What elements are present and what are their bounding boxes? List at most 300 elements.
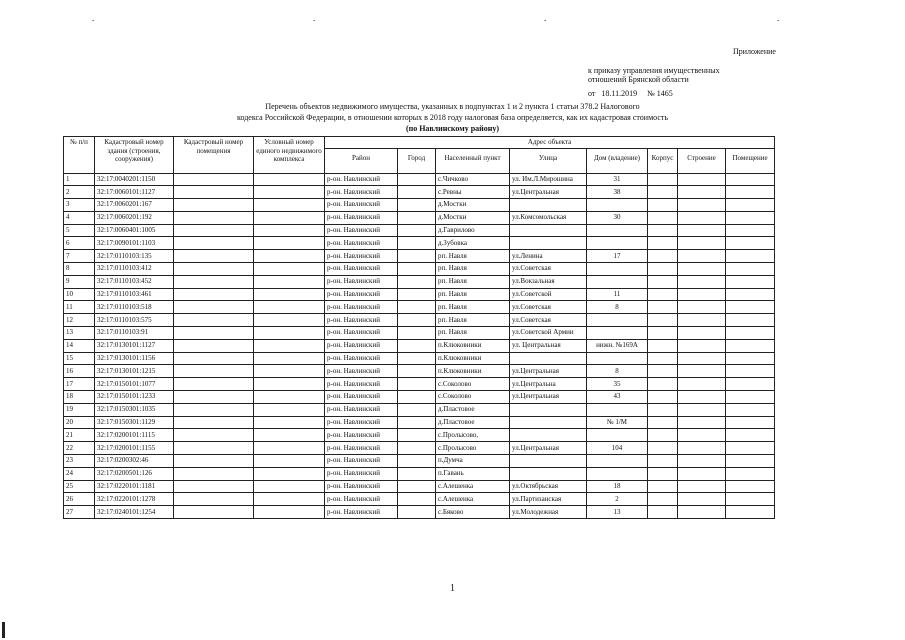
cell-city: [398, 442, 436, 455]
cell-cad-premises: [174, 493, 254, 506]
cell-corpus: [648, 365, 678, 378]
cell-settlement: рп. Навля: [436, 275, 510, 288]
header-premises: Помещение: [726, 148, 775, 173]
cell-building: [678, 301, 726, 314]
appendix-order-line2: отношений Брянской области: [588, 75, 689, 84]
cell-settlement: с.Алешенка: [436, 493, 510, 506]
cell-city: [398, 403, 436, 416]
cell-premises: [726, 275, 775, 288]
cell-premises: [726, 288, 775, 301]
cell-premises: [726, 339, 775, 352]
header-address: Адрес объекта: [325, 137, 775, 149]
cell-house: [587, 224, 648, 237]
cell-building: [678, 391, 726, 404]
cell-building: [678, 314, 726, 327]
cell-street: ул.Октябрьская: [510, 480, 587, 493]
cell-street: ул.Партизанская: [510, 493, 587, 506]
cell-street: [510, 224, 587, 237]
cell-district: р-он. Навлинский: [325, 467, 398, 480]
cell-cad-premises: [174, 186, 254, 199]
cell-cad-premises: [174, 339, 254, 352]
cell-num: 22: [64, 442, 95, 455]
cell-house: 11: [587, 288, 648, 301]
cell-num: 5: [64, 224, 95, 237]
header-cad-premises: Кадастровый номер помещения: [174, 137, 254, 174]
cell-district: р-он. Навлинский: [325, 416, 398, 429]
cell-house: [587, 455, 648, 468]
header-house: Дом (владение): [587, 148, 648, 173]
cell-cad-premises: [174, 403, 254, 416]
cell-district: р-он. Навлинский: [325, 275, 398, 288]
cell-house: 13: [587, 506, 648, 519]
table-row: [64, 365, 775, 378]
cell-house: 2: [587, 493, 648, 506]
cell-premises: [726, 480, 775, 493]
cell-num: 8: [64, 263, 95, 276]
cell-house: [587, 403, 648, 416]
table-row: [64, 378, 775, 391]
cell-building: [678, 250, 726, 263]
cell-building: [678, 275, 726, 288]
cell-house: [587, 275, 648, 288]
scan-mark: .: [544, 13, 547, 23]
cell-city: [398, 314, 436, 327]
cell-building: [678, 416, 726, 429]
cell-corpus: [648, 493, 678, 506]
cell-settlement: п.Гавань: [436, 467, 510, 480]
cell-cad-building: 32:17:0130101:1215: [95, 365, 174, 378]
table-row: [64, 250, 775, 263]
cell-cond-number: [254, 391, 325, 404]
cell-cad-building: 32:17:0060201:167: [95, 199, 174, 212]
cell-premises: [726, 327, 775, 340]
cell-cad-premises: [174, 391, 254, 404]
cell-premises: [726, 403, 775, 416]
cell-corpus: [648, 211, 678, 224]
cell-street: ул.Ленина: [510, 250, 587, 263]
cell-cond-number: [254, 250, 325, 263]
cell-city: [398, 327, 436, 340]
appendix-order-line1: к приказу управления имущественных: [588, 66, 720, 75]
cell-settlement: с.Бяково: [436, 506, 510, 519]
cell-cad-premises: [174, 301, 254, 314]
cell-corpus: [648, 199, 678, 212]
cell-city: [398, 339, 436, 352]
cell-cond-number: [254, 237, 325, 250]
cell-building: [678, 352, 726, 365]
cell-cad-premises: [174, 365, 254, 378]
table-row: [64, 301, 775, 314]
cell-cad-premises: [174, 455, 254, 468]
cell-cond-number: [254, 288, 325, 301]
cell-cond-number: [254, 416, 325, 429]
cell-district: р-он. Навлинский: [325, 263, 398, 276]
cell-cond-number: [254, 339, 325, 352]
cell-num: 21: [64, 429, 95, 442]
cell-settlement: п.Клюковники: [436, 365, 510, 378]
cell-settlement: рп. Навля: [436, 314, 510, 327]
cell-building: [678, 403, 726, 416]
cell-building: [678, 237, 726, 250]
cell-building: [678, 224, 726, 237]
cell-city: [398, 455, 436, 468]
cell-cad-premises: [174, 199, 254, 212]
cell-settlement: д.Пластовое: [436, 416, 510, 429]
cell-settlement: с.Ревны: [436, 186, 510, 199]
cell-premises: [726, 301, 775, 314]
cell-street: [510, 429, 587, 442]
cell-num: 13: [64, 327, 95, 340]
cell-settlement: д.Пластовое: [436, 403, 510, 416]
cell-cond-number: [254, 173, 325, 186]
cell-num: 2: [64, 186, 95, 199]
cell-num: 23: [64, 455, 95, 468]
cell-cad-premises: [174, 480, 254, 493]
document-title-line1: Перечень объектов недвижимого имущества, указанных в подпунктах 1 и 2 пункта 1 статьи 378.2 Налогового: [265, 102, 640, 111]
cell-building: [678, 173, 726, 186]
document-title-line2: кодекса Российской Федерации, в отношении которых в 2018 году налоговая база определяется, как их кадастровая стоимость: [236, 113, 669, 122]
cell-settlement: с.Пролысово: [436, 442, 510, 455]
cell-city: [398, 352, 436, 365]
cell-city: [398, 237, 436, 250]
cell-cond-number: [254, 429, 325, 442]
table-row: [64, 275, 775, 288]
cell-premises: [726, 199, 775, 212]
cell-cad-building: 32:17:0040201:1150: [95, 173, 174, 186]
cell-cad-premises: [174, 467, 254, 480]
table-row: [64, 224, 775, 237]
cell-num: 11: [64, 301, 95, 314]
cell-premises: [726, 250, 775, 263]
cell-city: [398, 186, 436, 199]
cell-city: [398, 493, 436, 506]
cell-city: [398, 211, 436, 224]
cell-district: р-он. Навлинский: [325, 493, 398, 506]
cell-cond-number: [254, 352, 325, 365]
cell-district: р-он. Навлинский: [325, 186, 398, 199]
scan-mark: .: [92, 13, 95, 23]
cell-corpus: [648, 224, 678, 237]
cell-house: 17: [587, 250, 648, 263]
cell-street: ул.Молодежная: [510, 506, 587, 519]
cell-building: [678, 288, 726, 301]
cell-settlement: рп. Навля: [436, 263, 510, 276]
header-street: Улица: [510, 148, 587, 173]
table-row: [64, 467, 775, 480]
header-settlement: Населенный пункт: [436, 148, 510, 173]
header-building: Строение: [678, 148, 726, 173]
cell-corpus: [648, 467, 678, 480]
cell-settlement: д.Гаврилово: [436, 224, 510, 237]
cell-building: [678, 467, 726, 480]
cell-district: р-он. Навлинский: [325, 173, 398, 186]
appendix-label: Приложение: [733, 47, 776, 56]
cell-settlement: д.Мостки: [436, 211, 510, 224]
cell-building: [678, 263, 726, 276]
table-row: [64, 391, 775, 404]
cell-num: 15: [64, 352, 95, 365]
header-corpus: Корпус: [648, 148, 678, 173]
cell-cond-number: [254, 211, 325, 224]
cell-city: [398, 429, 436, 442]
cell-settlement: с.Чичково: [436, 173, 510, 186]
cell-cad-building: 32:17:0220101:1181: [95, 480, 174, 493]
table-row: [64, 480, 775, 493]
table-row: [64, 416, 775, 429]
cell-corpus: [648, 314, 678, 327]
cell-cad-premises: [174, 237, 254, 250]
cell-city: [398, 250, 436, 263]
cell-cond-number: [254, 327, 325, 340]
cell-num: 20: [64, 416, 95, 429]
cell-house: [587, 314, 648, 327]
cell-num: 14: [64, 339, 95, 352]
header-num: № п/п: [64, 137, 95, 174]
table-row: [64, 493, 775, 506]
table-row: [64, 455, 775, 468]
cell-street: ул.Центральна: [510, 378, 587, 391]
cell-corpus: [648, 237, 678, 250]
cell-street: ул.Центральная: [510, 186, 587, 199]
cell-district: р-он. Навлинский: [325, 378, 398, 391]
cell-premises: [726, 224, 775, 237]
table-row: [64, 327, 775, 340]
cell-house: [587, 352, 648, 365]
cell-city: [398, 173, 436, 186]
cell-num: 27: [64, 506, 95, 519]
cell-street: ул.Советской: [510, 288, 587, 301]
cell-cond-number: [254, 365, 325, 378]
cell-street: ул.Советская: [510, 314, 587, 327]
cell-corpus: [648, 352, 678, 365]
cell-street: [510, 237, 587, 250]
cell-premises: [726, 455, 775, 468]
cell-cond-number: [254, 442, 325, 455]
cell-cond-number: [254, 467, 325, 480]
cell-premises: [726, 416, 775, 429]
cell-building: [678, 493, 726, 506]
cell-cad-premises: [174, 352, 254, 365]
cell-cad-building: 32:17:0110103:91: [95, 327, 174, 340]
scan-mark: .: [777, 13, 780, 23]
cell-num: 26: [64, 493, 95, 506]
cell-settlement: рп. Навля: [436, 250, 510, 263]
cell-cond-number: [254, 455, 325, 468]
cell-cond-number: [254, 186, 325, 199]
table-row: [64, 339, 775, 352]
cell-cad-building: 32:17:0130101:1156: [95, 352, 174, 365]
cell-building: [678, 327, 726, 340]
header-cad-building: Кадастровый номер здания (строения, сооружения): [95, 137, 174, 174]
table-row: [64, 352, 775, 365]
table-row: [64, 429, 775, 442]
cell-premises: [726, 378, 775, 391]
cell-cad-building: 32:17:0110103:461: [95, 288, 174, 301]
cell-corpus: [648, 506, 678, 519]
cell-settlement: д.Зубовка: [436, 237, 510, 250]
cell-settlement: д.Мостки: [436, 199, 510, 212]
cell-cond-number: [254, 378, 325, 391]
property-table: [63, 136, 775, 519]
cell-num: 6: [64, 237, 95, 250]
cell-street: [510, 455, 587, 468]
cell-house: 104: [587, 442, 648, 455]
cell-district: р-он. Навлинский: [325, 211, 398, 224]
cell-street: ул.Вокзальная: [510, 275, 587, 288]
cell-house: [587, 199, 648, 212]
cell-street: [510, 467, 587, 480]
cell-cad-premises: [174, 416, 254, 429]
cell-corpus: [648, 339, 678, 352]
cell-settlement: с.Пролысово,: [436, 429, 510, 442]
cell-street: ул.Центральная: [510, 442, 587, 455]
cell-cad-building: 32:17:0220101:1278: [95, 493, 174, 506]
cell-premises: [726, 365, 775, 378]
cell-building: [678, 365, 726, 378]
cell-cad-building: 32:17:0130101:1127: [95, 339, 174, 352]
cell-house: 35: [587, 378, 648, 391]
cell-num: 9: [64, 275, 95, 288]
cell-premises: [726, 263, 775, 276]
appendix-date-number: от 18.11.2019 № 1465: [588, 89, 673, 98]
cell-city: [398, 275, 436, 288]
cell-corpus: [648, 429, 678, 442]
cell-num: 24: [64, 467, 95, 480]
cell-district: р-он. Навлинский: [325, 352, 398, 365]
cell-building: [678, 506, 726, 519]
cell-house: 31: [587, 173, 648, 186]
cell-cond-number: [254, 480, 325, 493]
cell-cad-premises: [174, 506, 254, 519]
cell-district: р-он. Навлинский: [325, 506, 398, 519]
cell-house: 30: [587, 211, 648, 224]
cell-corpus: [648, 327, 678, 340]
cell-corpus: [648, 455, 678, 468]
scan-edge-mark: [2, 622, 5, 638]
cell-premises: [726, 186, 775, 199]
cell-cad-building: 32:17:0200302:46: [95, 455, 174, 468]
cell-street: ул.Советской Армии: [510, 327, 587, 340]
cell-num: 19: [64, 403, 95, 416]
cell-district: р-он. Навлинский: [325, 429, 398, 442]
cell-premises: [726, 467, 775, 480]
cell-house: [587, 327, 648, 340]
cell-cad-premises: [174, 224, 254, 237]
cell-num: 18: [64, 391, 95, 404]
cell-premises: [726, 442, 775, 455]
cell-num: 4: [64, 211, 95, 224]
cell-cad-building: 32:17:0200101:1115: [95, 429, 174, 442]
cell-street: [510, 416, 587, 429]
cell-cad-building: 32:17:0060401:1005: [95, 224, 174, 237]
cell-cad-premises: [174, 314, 254, 327]
cell-district: р-он. Навлинский: [325, 327, 398, 340]
cell-corpus: [648, 288, 678, 301]
cell-street: ул. Центральная: [510, 339, 587, 352]
cell-cad-building: 32:17:0110103:518: [95, 301, 174, 314]
cell-cad-premises: [174, 378, 254, 391]
header-city: Город: [398, 148, 436, 173]
cell-city: [398, 224, 436, 237]
cell-district: р-он. Навлинский: [325, 314, 398, 327]
cell-district: р-он. Навлинский: [325, 391, 398, 404]
cell-corpus: [648, 173, 678, 186]
scan-mark: .: [313, 13, 316, 23]
table-row: [64, 199, 775, 212]
cell-city: [398, 391, 436, 404]
cell-street: ул.Советская: [510, 263, 587, 276]
cell-corpus: [648, 186, 678, 199]
cell-district: р-он. Навлинский: [325, 224, 398, 237]
cell-house: № 1/М: [587, 416, 648, 429]
cell-district: р-он. Навлинский: [325, 237, 398, 250]
cell-corpus: [648, 250, 678, 263]
cell-premises: [726, 391, 775, 404]
cell-settlement: п.Думча: [436, 455, 510, 468]
cell-cad-building: 32:17:0150301:1035: [95, 403, 174, 416]
table-row: [64, 237, 775, 250]
cell-cond-number: [254, 224, 325, 237]
cell-building: [678, 186, 726, 199]
cell-house: 18: [587, 480, 648, 493]
page-number: 1: [450, 583, 455, 594]
cell-cad-building: 32:17:0110103:135: [95, 250, 174, 263]
cell-street: ул.Центральная: [510, 391, 587, 404]
cell-num: 16: [64, 365, 95, 378]
cell-cad-premises: [174, 442, 254, 455]
cell-corpus: [648, 403, 678, 416]
cell-cond-number: [254, 314, 325, 327]
cell-cad-building: 32:17:0060101:1127: [95, 186, 174, 199]
cell-corpus: [648, 301, 678, 314]
cell-house: [587, 467, 648, 480]
cell-settlement: п.Клюковники: [436, 352, 510, 365]
cell-cad-premises: [174, 173, 254, 186]
cell-corpus: [648, 378, 678, 391]
cell-house: [587, 237, 648, 250]
cell-corpus: [648, 263, 678, 276]
cell-city: [398, 263, 436, 276]
table-row: [64, 442, 775, 455]
table-row: [64, 288, 775, 301]
cell-city: [398, 288, 436, 301]
cell-building: [678, 211, 726, 224]
cell-cond-number: [254, 199, 325, 212]
cell-corpus: [648, 275, 678, 288]
cell-cad-building: 32:17:0090101:1103: [95, 237, 174, 250]
table-row: [64, 403, 775, 416]
cell-city: [398, 378, 436, 391]
cell-settlement: с.Алешенка: [436, 480, 510, 493]
cell-num: 25: [64, 480, 95, 493]
cell-premises: [726, 429, 775, 442]
cell-cad-building: 32:17:0200101:1155: [95, 442, 174, 455]
cell-city: [398, 301, 436, 314]
cell-cad-building: 32:17:0240101:1254: [95, 506, 174, 519]
cell-street: ул.Советская: [510, 301, 587, 314]
cell-building: [678, 199, 726, 212]
cell-city: [398, 480, 436, 493]
cell-cad-building: 32:17:0110103:575: [95, 314, 174, 327]
cell-city: [398, 467, 436, 480]
cell-num: 1: [64, 173, 95, 186]
cell-street: ул.Комсомольская: [510, 211, 587, 224]
cell-house: [587, 263, 648, 276]
cell-cad-premises: [174, 429, 254, 442]
cell-settlement: с.Соколово: [436, 391, 510, 404]
table-row: [64, 173, 775, 186]
cell-district: р-он. Навлинский: [325, 442, 398, 455]
